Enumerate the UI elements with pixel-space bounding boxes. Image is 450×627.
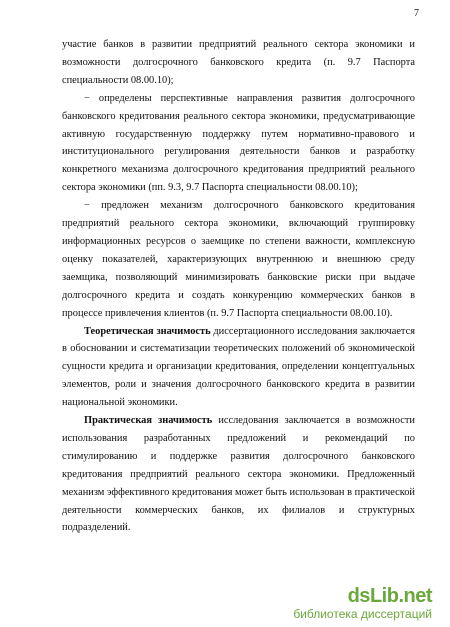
document-body: [62, 36, 415, 537]
paragraph-practical-significance: [62, 412, 415, 537]
practical-significance-heading: Практическая значимость: [84, 415, 213, 427]
watermark-subtitle: библиотека диссертаций: [293, 607, 432, 621]
theoretical-significance-text: диссертационного исследования заключается в обосновании и систематизации теоретических положений об экономической сущности кредита и организации кредитования, определении концептуальных элементов, роли и значения долгосрочного банковского кредита в развитии национальной экономики.: [62, 325, 415, 409]
watermark-logo: [293, 585, 432, 607]
watermark-logo-ds: ds: [347, 585, 370, 607]
theoretical-significance-heading: Теоретическая значимость: [84, 325, 211, 337]
paragraph-3: − предложен механизм долгосрочного банковского кредитования предприятий реального сектора экономики, включающий группировку информационных ресурсов о заемщике по степени важности, комплексную оценку показателей, характеризующих внутреннюю и внешнюю среду заемщика, позволяющий минимизировать банковские риски при выдаче долгосрочного кредита и создать конкуренцию коммерческих банков в процессе привлечения клиентов (п. 9.7 Паспорта специальности 08.00.10).: [62, 200, 415, 319]
watermark: [293, 585, 432, 621]
paragraph-2: − определены перспективные направления развития долгосрочного банковского кредитования реального сектора экономики, предусматривающие активную государственную поддержку путем нормативно-правового и институционального регулирования деятельности банков и разработку конкретного механизма долгосрочного кредитования предприятий реального сектора экономики (пп. 9.3, 9.7 Паспорта специальности 08.00.10);: [62, 92, 415, 194]
practical-significance-text: исследования заключается в возможности использования разработанных предложений и рекомендаций по стимулированию и поддержке развития долгосрочного банковского кредитования предприятий реального сектора экономики. Предложенный механизм эффективного кредитования может быть использован в практической деятельности коммерческих банков, их филиалов и структурных подразделений.: [62, 415, 415, 534]
page-number: 7: [414, 8, 419, 19]
watermark-logo-lib: Lib: [369, 585, 399, 607]
paragraph-theoretical-significance: [62, 323, 415, 413]
watermark-logo-net: .net: [398, 585, 432, 607]
paragraph-1: участие банков в развитии предприятий реального сектора экономики и возможности долгосрочного банковского кредита (п. 9.7 Паспорта специальности 08.00.10);: [62, 39, 415, 86]
